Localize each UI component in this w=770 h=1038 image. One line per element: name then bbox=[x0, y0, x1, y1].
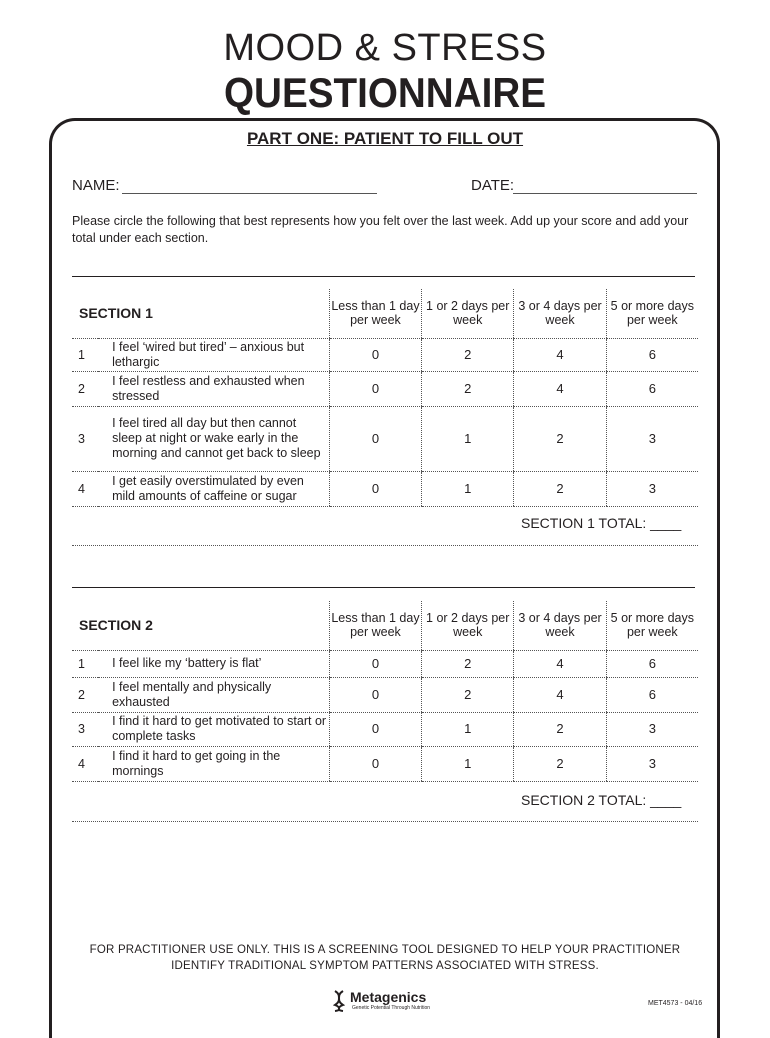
question-number: 4 bbox=[72, 746, 98, 781]
column-header: Less than 1 day per week bbox=[329, 289, 421, 338]
name-label: NAME: bbox=[72, 177, 120, 194]
brand-logo bbox=[333, 990, 430, 1012]
score-option[interactable]: 6 bbox=[606, 677, 698, 712]
document-code: MET4573 - 04/16 bbox=[648, 1000, 703, 1007]
practitioner-note bbox=[60, 942, 710, 974]
question-text: I feel mentally and physically exhausted bbox=[98, 677, 329, 712]
score-option[interactable]: 0 bbox=[329, 650, 421, 677]
question-number: 2 bbox=[72, 677, 98, 712]
question-row bbox=[72, 338, 698, 371]
score-option[interactable]: 1 bbox=[422, 712, 514, 746]
question-text: I feel like my ‘battery is flat’ bbox=[98, 650, 329, 677]
score-option[interactable]: 2 bbox=[514, 712, 606, 746]
date-label: DATE: bbox=[471, 177, 515, 194]
score-option[interactable]: 4 bbox=[514, 650, 606, 677]
score-option[interactable]: 2 bbox=[514, 471, 606, 506]
column-header: 1 or 2 days per week bbox=[422, 601, 514, 650]
instructions-text: Please circle the following that best represents how you felt over the last week. Add up your score and add your total under each section. bbox=[72, 214, 689, 245]
question-text: I feel ‘wired but tired’ – anxious but lethargic bbox=[98, 338, 329, 371]
score-option[interactable]: 3 bbox=[606, 471, 698, 506]
score-option[interactable]: 1 bbox=[422, 746, 514, 781]
score-option[interactable]: 1 bbox=[422, 406, 514, 471]
question-text: I get easily overstimulated by even mild amounts of caffeine or sugar bbox=[98, 471, 329, 506]
question-row bbox=[72, 650, 698, 677]
section-1-end-rule bbox=[72, 545, 698, 546]
question-row bbox=[72, 712, 698, 746]
question-text: I find it hard to get going in the mornings bbox=[98, 746, 329, 781]
question-row bbox=[72, 471, 698, 506]
score-option[interactable]: 2 bbox=[422, 677, 514, 712]
section-1-table bbox=[72, 289, 698, 507]
column-header: 5 or more days per week bbox=[606, 289, 698, 338]
column-header: 3 or 4 days per week bbox=[514, 289, 606, 338]
brand-name: Metagenics bbox=[350, 989, 427, 1005]
form-frame bbox=[49, 118, 720, 1038]
question-row bbox=[72, 406, 698, 471]
score-option[interactable]: 0 bbox=[329, 406, 421, 471]
column-header: 5 or more days per week bbox=[606, 601, 698, 650]
score-option[interactable]: 2 bbox=[422, 650, 514, 677]
score-option[interactable]: 0 bbox=[329, 677, 421, 712]
question-number: 4 bbox=[72, 471, 98, 506]
score-option[interactable]: 0 bbox=[329, 371, 421, 406]
section-2-end-rule bbox=[72, 821, 698, 822]
score-option[interactable]: 6 bbox=[606, 371, 698, 406]
score-option[interactable]: 3 bbox=[606, 406, 698, 471]
score-option[interactable]: 4 bbox=[514, 371, 606, 406]
section-1-total[interactable]: SECTION 1 TOTAL: ____ bbox=[521, 515, 682, 531]
section-2-title: SECTION 2 bbox=[72, 601, 329, 650]
score-option[interactable]: 2 bbox=[422, 371, 514, 406]
section-2-total[interactable]: SECTION 2 TOTAL: ____ bbox=[521, 792, 682, 808]
section-2-rule bbox=[72, 587, 695, 588]
part-heading: PART ONE: PATIENT TO FILL OUT bbox=[246, 129, 524, 148]
title-line-2: QUESTIONNAIRE bbox=[223, 69, 547, 116]
score-option[interactable]: 3 bbox=[606, 712, 698, 746]
score-option[interactable]: 0 bbox=[329, 471, 421, 506]
section-2-header-row bbox=[72, 601, 698, 650]
brand-tagline: Genetic Potential Through Nutrition bbox=[352, 1005, 431, 1011]
practitioner-note-line-1: FOR PRACTITIONER USE ONLY. THIS IS A SCREENING TOOL DESIGNED TO HELP YOUR PRACTITIONER bbox=[89, 944, 681, 956]
question-row bbox=[72, 677, 698, 712]
score-option[interactable]: 2 bbox=[514, 746, 606, 781]
score-option[interactable]: 6 bbox=[606, 650, 698, 677]
question-text: I feel tired all day but then cannot sleep at night or wake early in the morning and cannot get back to sleep bbox=[98, 406, 329, 471]
question-row bbox=[72, 371, 698, 406]
column-header: 1 or 2 days per week bbox=[422, 289, 514, 338]
section-2-table bbox=[72, 601, 698, 782]
dna-helix-icon bbox=[333, 990, 345, 1012]
question-number: 1 bbox=[72, 650, 98, 677]
score-option[interactable]: 0 bbox=[329, 712, 421, 746]
score-option[interactable]: 0 bbox=[329, 338, 421, 371]
score-option[interactable]: 1 bbox=[422, 471, 514, 506]
score-option[interactable]: 0 bbox=[329, 746, 421, 781]
question-number: 1 bbox=[72, 338, 98, 371]
question-number: 3 bbox=[72, 712, 98, 746]
score-option[interactable]: 6 bbox=[606, 338, 698, 371]
section-1-rule bbox=[72, 276, 695, 277]
date-field[interactable] bbox=[513, 193, 697, 194]
score-option[interactable]: 2 bbox=[514, 406, 606, 471]
section-1-title: SECTION 1 bbox=[72, 289, 329, 338]
question-text: I feel restless and exhausted when stressed bbox=[98, 371, 329, 406]
question-text: I find it hard to get motivated to start or complete tasks bbox=[98, 712, 329, 746]
title-line-1: MOOD & STRESS bbox=[223, 27, 547, 69]
name-field[interactable] bbox=[122, 193, 377, 194]
question-number: 3 bbox=[72, 406, 98, 471]
question-row bbox=[72, 746, 698, 781]
section-1-header-row bbox=[72, 289, 698, 338]
column-header: 3 or 4 days per week bbox=[514, 601, 606, 650]
score-option[interactable]: 2 bbox=[422, 338, 514, 371]
question-number: 2 bbox=[72, 371, 98, 406]
practitioner-note-line-2: IDENTIFY TRADITIONAL SYMPTOM PATTERNS ASSOCIATED WITH STRESS. bbox=[171, 960, 599, 972]
score-option[interactable]: 4 bbox=[514, 338, 606, 371]
score-option[interactable]: 4 bbox=[514, 677, 606, 712]
score-option[interactable]: 3 bbox=[606, 746, 698, 781]
column-header: Less than 1 day per week bbox=[329, 601, 421, 650]
